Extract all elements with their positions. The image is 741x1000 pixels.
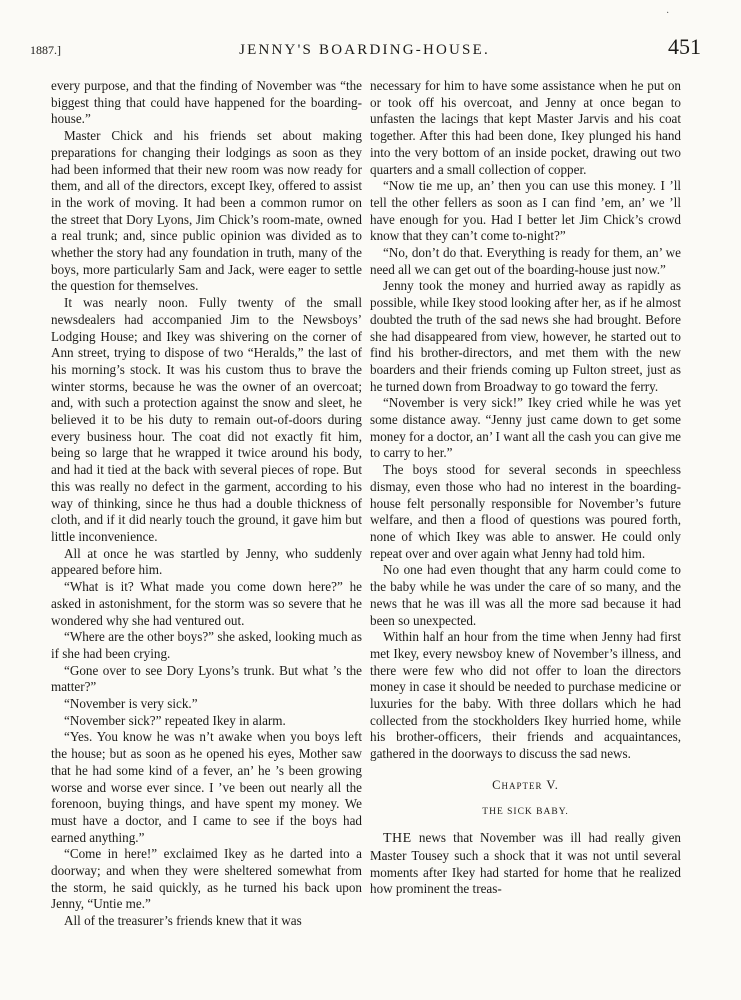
paragraph: necessary for him to have some assistance when he put on or took off his overcoat, and Jenny at once began to unfasten the lacings that kept Master Jarvis and his coat together. After this had been done, Ikey plunged his hand into the very bottom of an inside pocket, drawing out two quarters and a small collection of copper.: [370, 78, 681, 177]
chapter-heading: Chapter V.: [492, 777, 559, 792]
header-year: 1887.]: [30, 43, 61, 57]
chapter-opening-paragraph: [370, 830, 681, 898]
paragraph: “November sick?” repeated Ikey in alarm.: [64, 712, 286, 728]
page-number: 451: [668, 34, 701, 59]
paragraph: “Come in here!” exclaimed Ikey as he darted into a doorway; and when they were sheltered somewhat from the storm, he said quickly, as he turned his back upon Jenny, “Untie me.”: [51, 846, 362, 912]
left-column: [51, 78, 362, 930]
running-title: JENNY'S BOARDING-HOUSE.: [239, 42, 490, 58]
paragraph: “Gone over to see Dory Lyons’s trunk. But what ’s the matter?”: [51, 662, 362, 695]
paragraph: Jenny took the money and hurried away as rapidly as possible, while Ikey stood looking after her, as if he almost doubted the truth of the sad news she had brought. Before she had disappeared from view, however, he started out to find his brother-directors, and met them with the new boarders and their friends coming up Fulton street, just as he turned down from Broadway to go toward the ferry.: [370, 278, 681, 394]
right-column-paragraphs: [370, 78, 681, 763]
paragraph: Within half an hour from the time when Jenny had first met Ikey, every newsboy knew of November’s illness, and there were few who did not offer to loan the directors money in case it should be needed to purchase medicine or luxuries for the baby. With three dollars which he had collected from the stockholders Ikey hurried home, while his brother-officers, their friends and acquaintances, gathered in the doorways to discuss the sad news.: [370, 629, 681, 762]
paragraph: “Yes. You know he was n’t awake when you boys left the house; but as soon as he opened his eyes, Mother saw that he had some kind of a fever, an’ he ’s been growing worse and worse ever since. I ’ve been out nearly all the forenoon, buying things, and have spent my money. We must have a doctor, and I came to see if the boys had earned anything.”: [51, 729, 362, 845]
paragraph: The boys stood for several seconds in speechless dismay, even those who had no interest in the boarding-house felt personally responsible for November’s future welfare, and then a flood of questions was poured forth, none of which Ikey was able to answer. He could only repeat over and over again what Jenny had told him.: [370, 462, 681, 561]
paragraph: “No, don’t do that. Everything is ready for them, an’ we need all we can get out of the boarding-house just now.”: [370, 245, 681, 277]
paragraph: Master Chick and his friends set about making preparations for changing their lodgings as soon as they had been informed that their new room was now ready for them, and all of the directors, except Ikey, offered to assist in the work of moving. It had been a common rumor on the street that Dory Lyons, Jim Chick’s room-mate, owned a real trunk; and, since public opinion was divided as to whether the story had any foundation in truth, many of the boys, more particularly Sam and Jack, were eager to settle the question for themselves.: [51, 128, 362, 294]
chapter-subtitle: THE SICK BABY.: [482, 806, 569, 817]
page-header: [30, 34, 701, 60]
paragraph: “November is very sick!” Ikey cried while he was yet some distance away. “Jenny just came down to get some money for a doctor, an’ I want all the cash you can give me to carry to her.”: [370, 395, 681, 461]
paragraph: “November is very sick.”: [64, 696, 198, 712]
paragraph: “What is it? What made you come down here?” he asked in astonishment, for the storm was so severe that he wondered why she had ventured out.: [51, 579, 362, 628]
paragraph: every purpose, and that the finding of November was “the biggest thing that could have happened for the boarding-house.”: [51, 78, 362, 127]
right-column: [370, 78, 681, 898]
chapter-opening-dropcap: THE: [383, 831, 412, 847]
corner-mark: ·: [666, 8, 670, 19]
paragraph: It was nearly noon. Fully twenty of the small newsdealers had accompanied Jim to the Newsboys’ Lodging House; and Ikey was shivering on the corner of Ann street, trying to dispose of two “Heralds,” the last of his morning’s stock. It was his custom thus to brave the winter storms, because he was the owner of an overcoat; and, with such a protection against the snow and sleet, he believed it to be his duty to remain out-of-doors during every business hour. The coat did not exactly fit him, being so large that he wrapped it twice around his body, and had it tied at the back with several pieces of rope. But this was really no defect in the garment, according to his way of thinking, since he thus had a double thickness of cloth, and if it did nearly touch the ground, it gave him but little inconvenience.: [51, 295, 362, 544]
paragraph: All at once he was startled by Jenny, who suddenly appeared before him.: [51, 545, 362, 578]
paragraph: “Where are the other boys?” she asked, looking much as if she had been crying.: [51, 629, 362, 661]
paragraph: No one had even thought that any harm could come to the baby while he was under the care of so many, and the news that he was ill was all the more sad because it had been so unexpected.: [370, 562, 681, 628]
chapter-opening-text: news that November was ill had really given Master Tousey such a shock that it was not until several moments after Ikey had started for home that he realized how prominent the treas-: [370, 830, 681, 897]
paragraph: “Now tie me up, an’ then you can use this money. I ’ll tell the other fellers as soon as I can find ’em, an’ we ’ll have enough for you. Had I better let Jim Chick’s crowd know that they can’t come to-night?”: [370, 178, 681, 244]
paragraph: All of the treasurer’s friends knew that it was: [64, 913, 302, 929]
